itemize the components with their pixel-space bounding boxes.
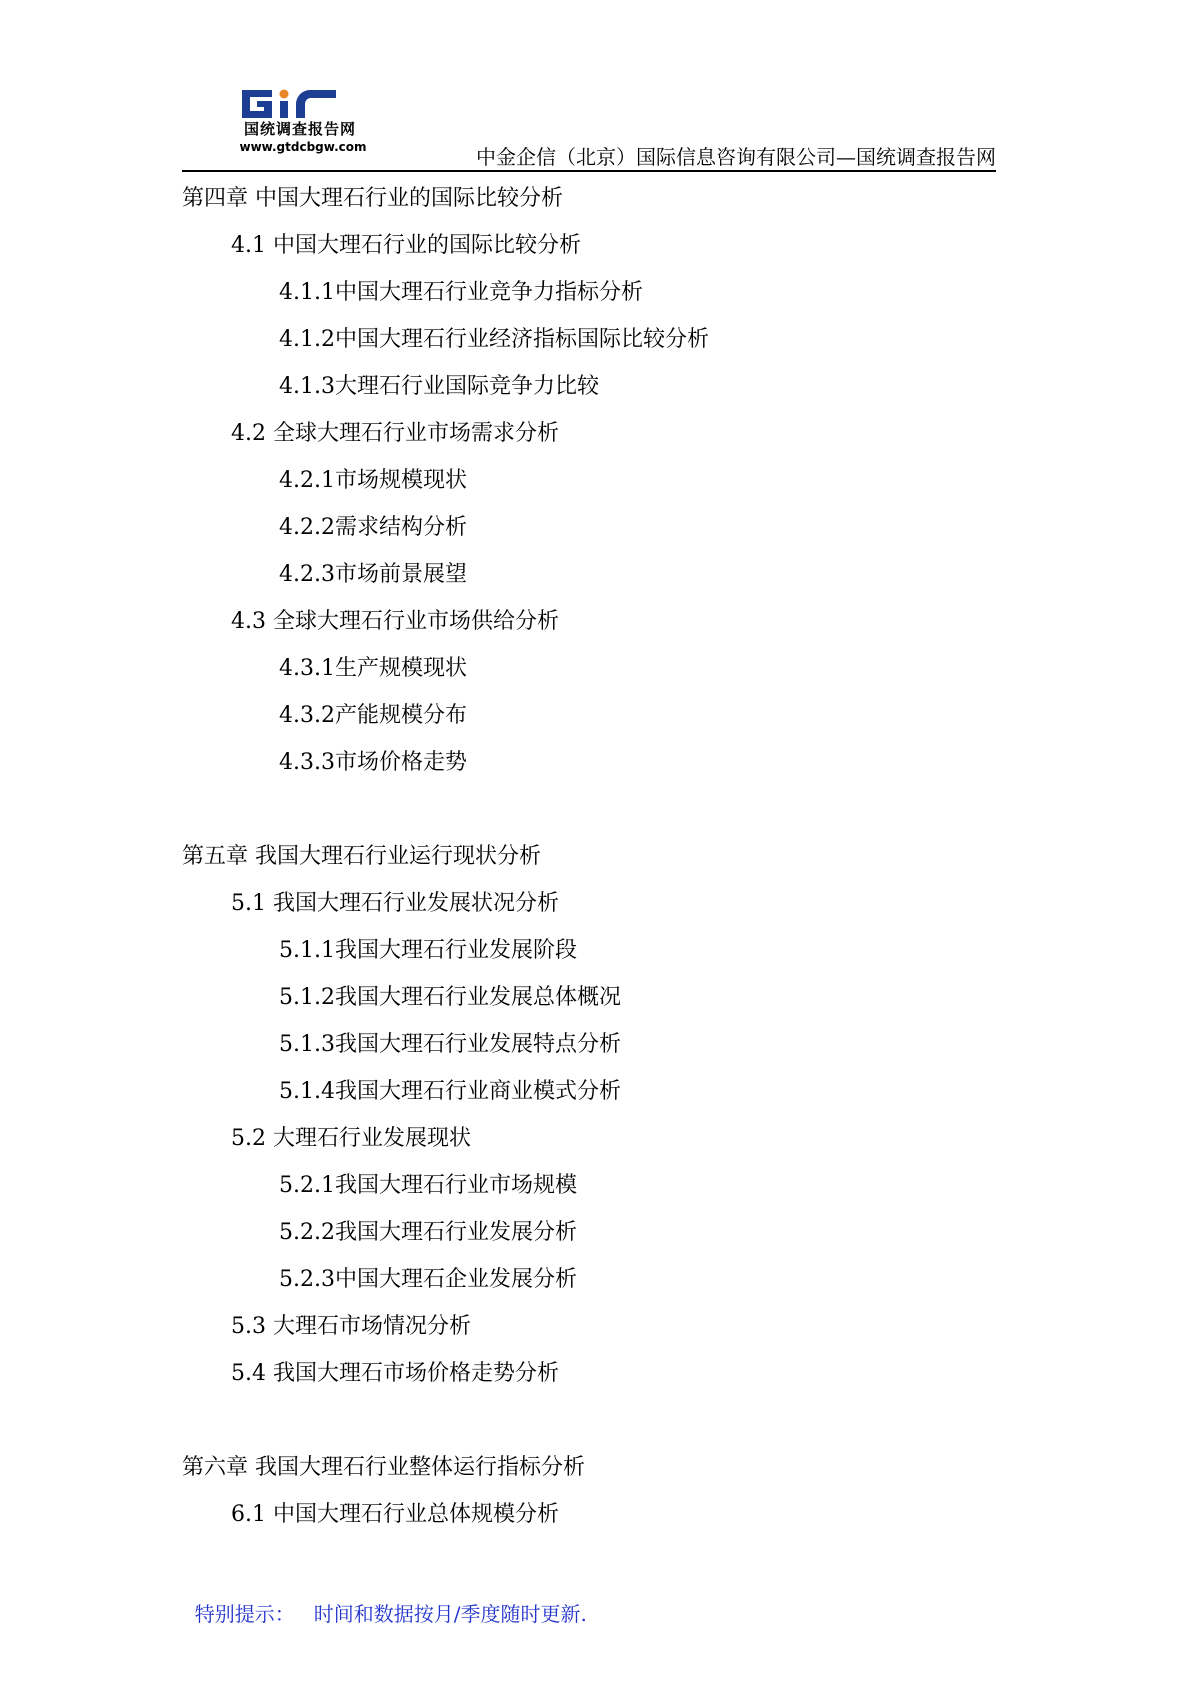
toc-subsection: 5.2.1我国大理石行业市场规模 [279, 1173, 577, 1198]
toc-subsection: 4.3.1生产规模现状 [279, 656, 467, 681]
blank-line [0, 786, 1191, 833]
site-logo [232, 84, 374, 156]
toc-subsection: 5.2.2我国大理石行业发展分析 [279, 1220, 577, 1245]
toc-subsection: 4.2.3市场前景展望 [279, 562, 467, 587]
toc-section: 6.1 中国大理石行业总体规模分析 [231, 1502, 559, 1527]
toc-chapter: 第六章 我国大理石行业整体运行指标分析 [182, 1455, 585, 1480]
table-of-contents [0, 175, 1191, 1538]
toc-subsection: 5.1.4我国大理石行业商业模式分析 [279, 1079, 621, 1104]
update-notice [182, 1572, 587, 1628]
toc-subsection: 4.3.3市场价格走势 [279, 750, 467, 775]
blank-line [0, 1397, 1191, 1444]
toc-subsection: 5.1.1我国大理石行业发展阶段 [279, 938, 577, 963]
toc-section: 4.2 全球大理石行业市场需求分析 [231, 421, 559, 446]
toc-subsection: 5.1.3我国大理石行业发展特点分析 [279, 1032, 621, 1057]
toc-section: 4.3 全球大理石行业市场供给分析 [231, 609, 559, 634]
toc-section: 5.2 大理石行业发展现状 [231, 1126, 471, 1151]
toc-subsection: 4.1.1中国大理石行业竞争力指标分析 [279, 280, 643, 305]
toc-section: 4.1 中国大理石行业的国际比较分析 [231, 233, 581, 258]
toc-subsection: 5.1.2我国大理石行业发展总体概况 [279, 985, 621, 1010]
logo-url: www.gtdcbgw.com [239, 140, 367, 154]
notice-text: 时间和数据按月/季度随时更新. [313, 1602, 587, 1626]
company-header: 中金企信（北京）国际信息咨询有限公司—国统调查报告网 [476, 145, 996, 169]
toc-section: 5.3 大理石市场情况分析 [231, 1314, 471, 1339]
toc-subsection: 4.2.1市场规模现状 [279, 468, 467, 493]
toc-subsection: 4.1.2中国大理石行业经济指标国际比较分析 [279, 327, 709, 352]
toc-subsection: 4.2.2需求结构分析 [279, 515, 467, 540]
header-divider [182, 170, 996, 172]
toc-chapter: 第五章 我国大理石行业运行现状分析 [182, 844, 541, 869]
gir-logo-icon [240, 88, 358, 120]
toc-section: 5.1 我国大理石行业发展状况分析 [231, 891, 559, 916]
toc-subsection: 5.2.3中国大理石企业发展分析 [279, 1267, 577, 1292]
notice-label: 特别提示： [194, 1602, 295, 1626]
toc-section: 5.4 我国大理石市场价格走势分析 [231, 1361, 559, 1386]
toc-subsection: 4.3.2产能规模分布 [279, 703, 467, 728]
toc-chapter: 第四章 中国大理石行业的国际比较分析 [182, 186, 563, 211]
toc-subsection: 4.1.3大理石行业国际竞争力比较 [279, 374, 599, 399]
logo-name: 国统调查报告网 [243, 120, 356, 138]
